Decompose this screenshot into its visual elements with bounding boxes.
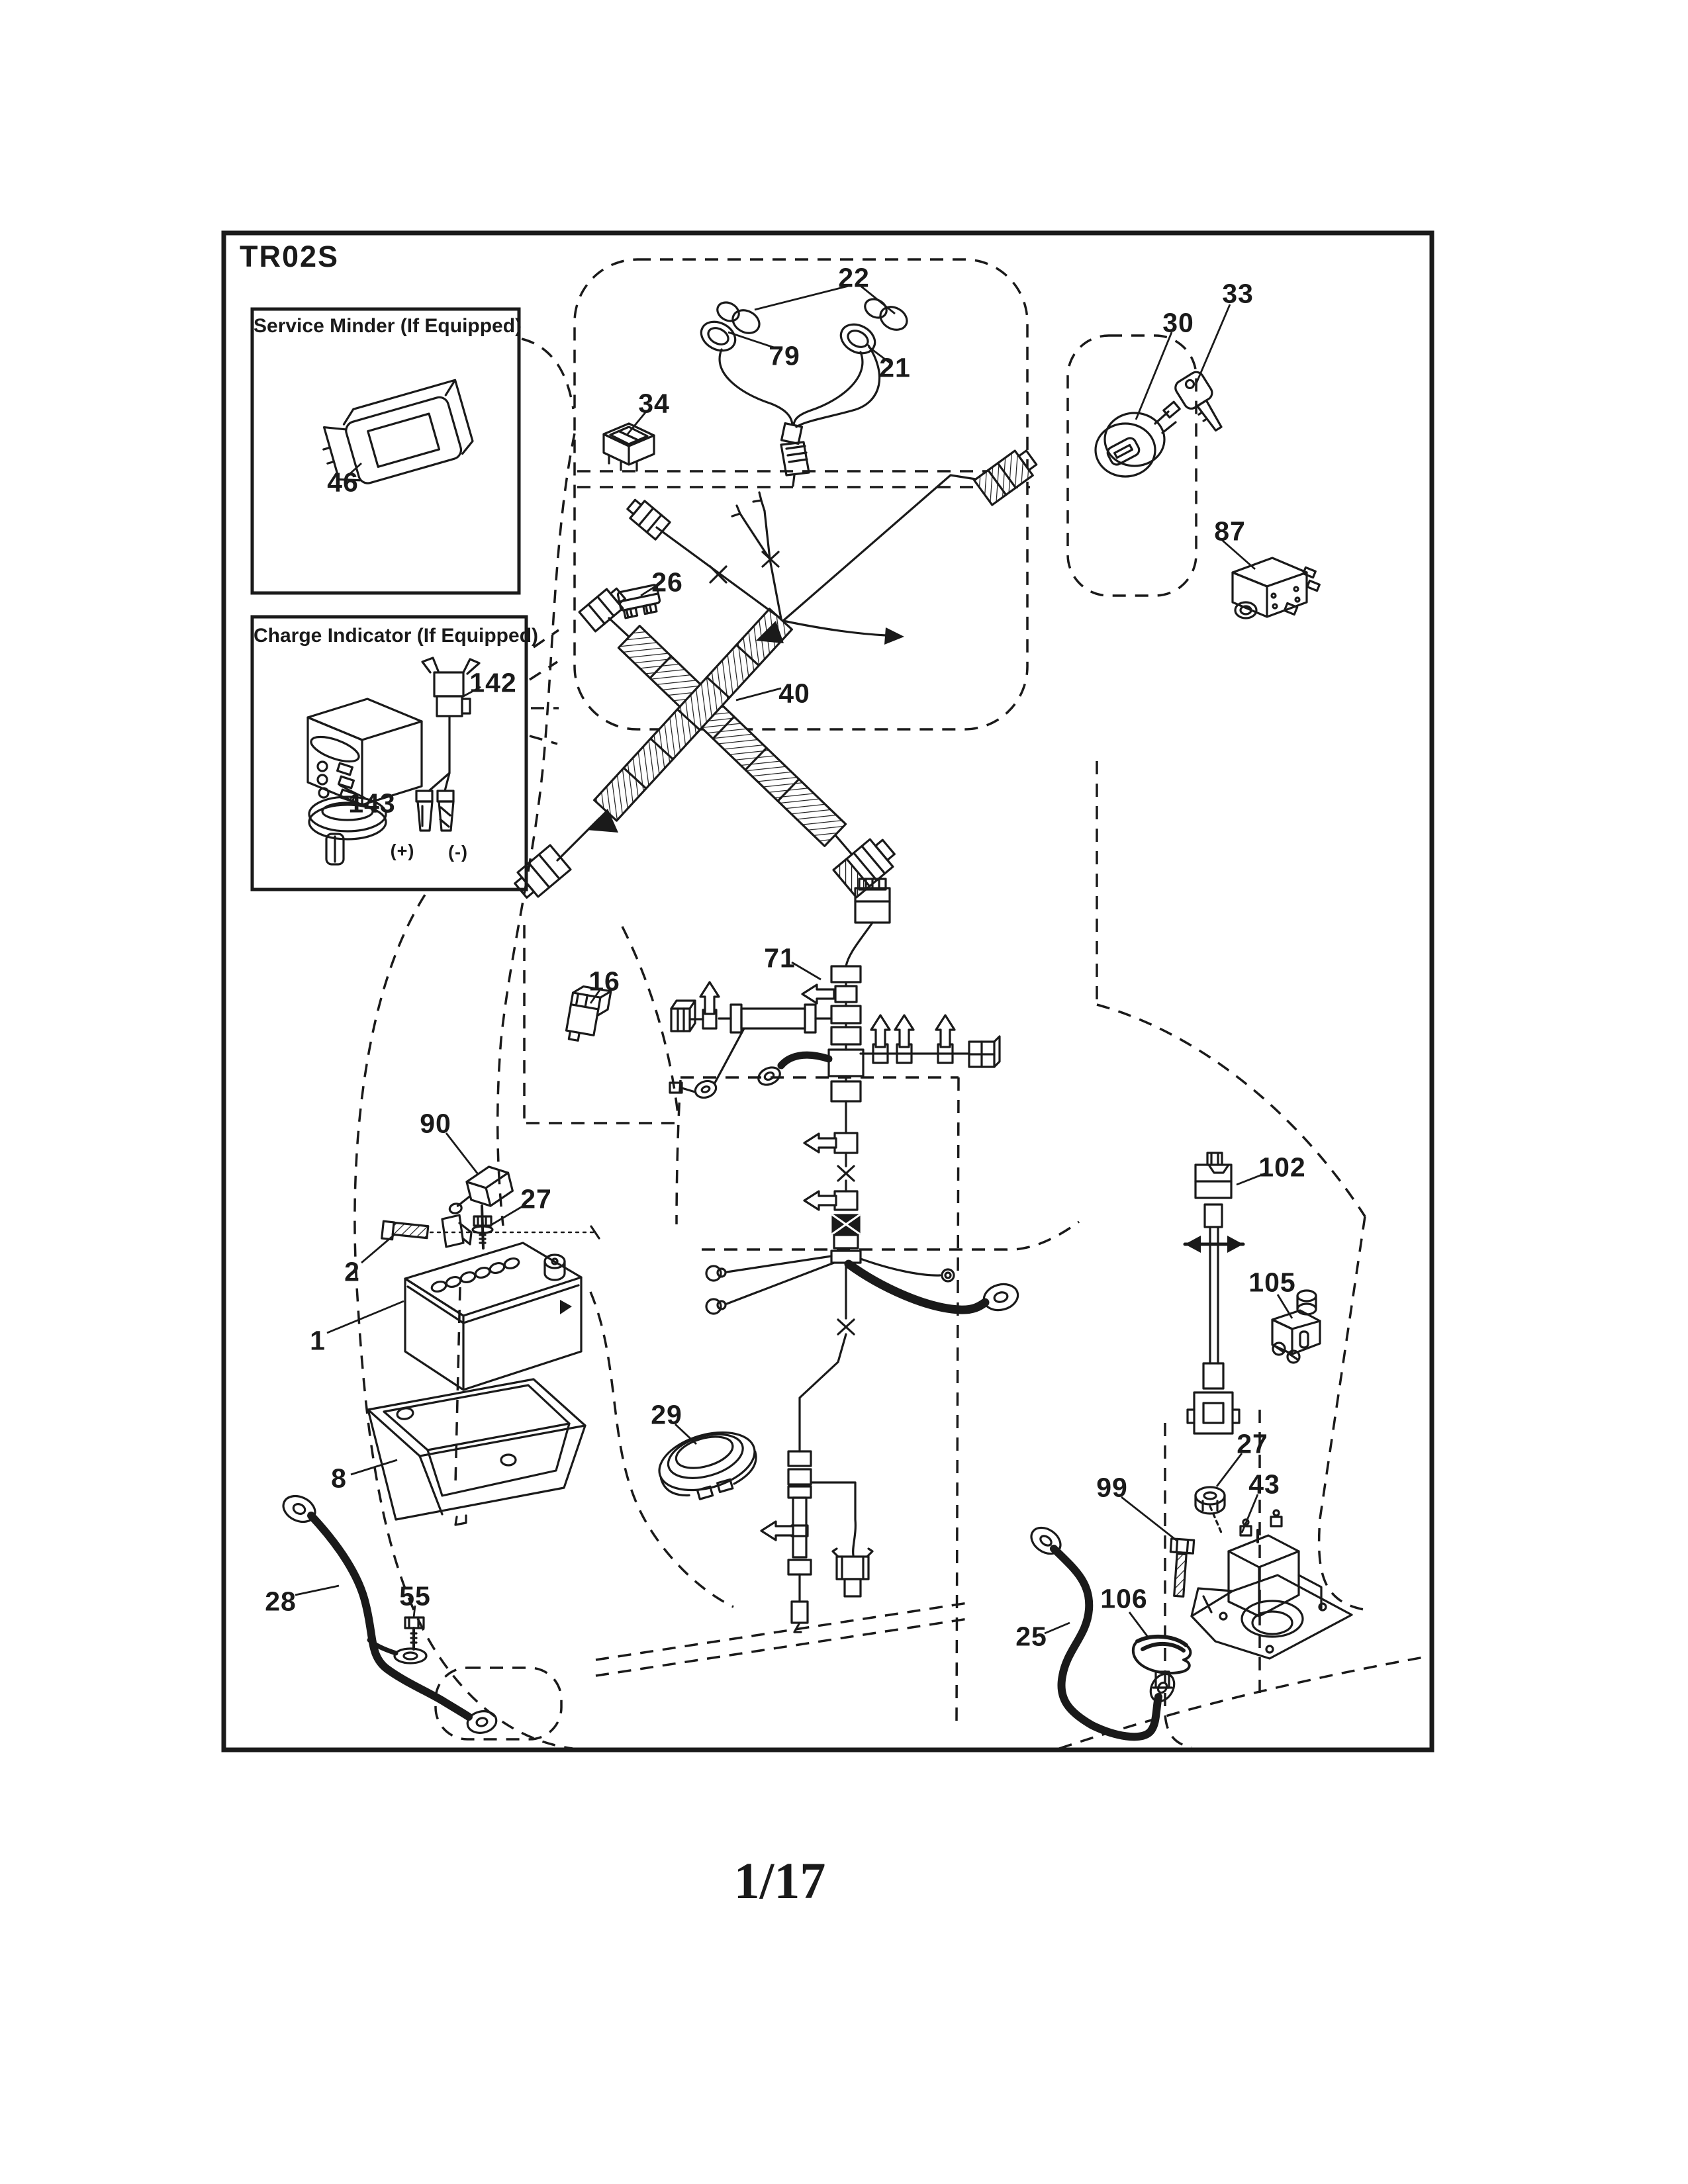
headlamp-harness-drawing	[696, 296, 911, 486]
ground-cable-drawing	[279, 1491, 498, 1735]
charge-indicator-title: Charge Indicator (If Equipped)	[254, 625, 539, 647]
callout-27-solenoid-nut: 27	[1237, 1428, 1268, 1459]
charge-indicator-unit-drawing	[308, 699, 422, 864]
callout-22-bulbs: 22	[838, 262, 870, 293]
callout-71-dash-harness: 71	[764, 942, 796, 974]
jumper-harness-drawing	[1185, 1153, 1243, 1433]
callout-143-charge-indicator: 143	[348, 788, 396, 819]
rear-solenoid-drawing	[1233, 558, 1319, 618]
battery-cable-drawing	[1027, 1522, 1179, 1737]
callout-21-socket: 21	[879, 352, 911, 383]
battery-drawing	[405, 1243, 581, 1390]
label-positive-terminal: (+)	[390, 841, 415, 861]
relay-drawing	[442, 1163, 515, 1216]
callout-90-relay: 90	[420, 1108, 451, 1139]
chassis-outlines	[355, 259, 1431, 1749]
callout-79-socket: 79	[769, 340, 800, 371]
callout-142-indicator-harness: 142	[469, 667, 517, 698]
service-minder-title: Service Minder (If Equipped)	[254, 315, 522, 337]
charge-indicator-box	[252, 617, 539, 889]
callout-87-solenoid: 87	[1214, 516, 1246, 547]
callout-25-battery-cable: 25	[1015, 1621, 1047, 1652]
callout-28-ground-cable: 28	[265, 1586, 297, 1617]
ignition-switch-drawing	[1096, 402, 1180, 477]
callout-2-battery-bolt: 2	[344, 1256, 360, 1287]
battery-bolt-drawing	[382, 1206, 599, 1248]
battery-box-drawing	[368, 1379, 585, 1525]
page-code: TR02S	[240, 240, 340, 273]
callout-102-jumper: 102	[1258, 1152, 1306, 1183]
callout-43-starter-solenoid: 43	[1248, 1469, 1280, 1500]
callout-30-ignition: 30	[1162, 307, 1194, 338]
dash-harness-drawing	[670, 879, 1021, 1632]
callout-26-fuse: 26	[651, 567, 683, 598]
cable-clip-drawing	[1133, 1637, 1191, 1688]
hour-meter-drawing	[653, 1422, 764, 1508]
solenoid-bolt-drawing	[1168, 1539, 1194, 1597]
callout-105-plug-switch: 105	[1248, 1267, 1296, 1298]
label-negative-terminal: (-)	[448, 842, 468, 862]
service-minder-box	[252, 309, 522, 593]
starter-solenoid-drawing	[1192, 1487, 1352, 1659]
callout-27-battery-nut: 27	[520, 1183, 552, 1214]
callout-29-hour-meter: 29	[651, 1399, 682, 1430]
plug-switch-drawing	[1272, 1291, 1320, 1363]
parts	[279, 296, 1352, 1737]
callout-16-interlock: 16	[588, 966, 620, 997]
callout-34-light-switch: 34	[638, 388, 670, 419]
callout-55-ground-bolt: 55	[399, 1580, 431, 1612]
callout-8-battery-box: 8	[331, 1463, 347, 1494]
page-number: 1/17	[733, 1852, 826, 1909]
callout-99-solenoid-bolt: 99	[1096, 1472, 1128, 1503]
callout-33-key: 33	[1222, 278, 1254, 309]
key-drawing	[1173, 369, 1231, 437]
light-switch-drawing	[604, 424, 654, 471]
callout-46-service-minder: 46	[327, 467, 359, 498]
callout-40-main-harness: 40	[778, 678, 810, 709]
main-harness-drawing	[510, 445, 1040, 903]
callout-1-battery: 1	[310, 1325, 326, 1356]
callout-106-clip: 106	[1100, 1583, 1148, 1614]
